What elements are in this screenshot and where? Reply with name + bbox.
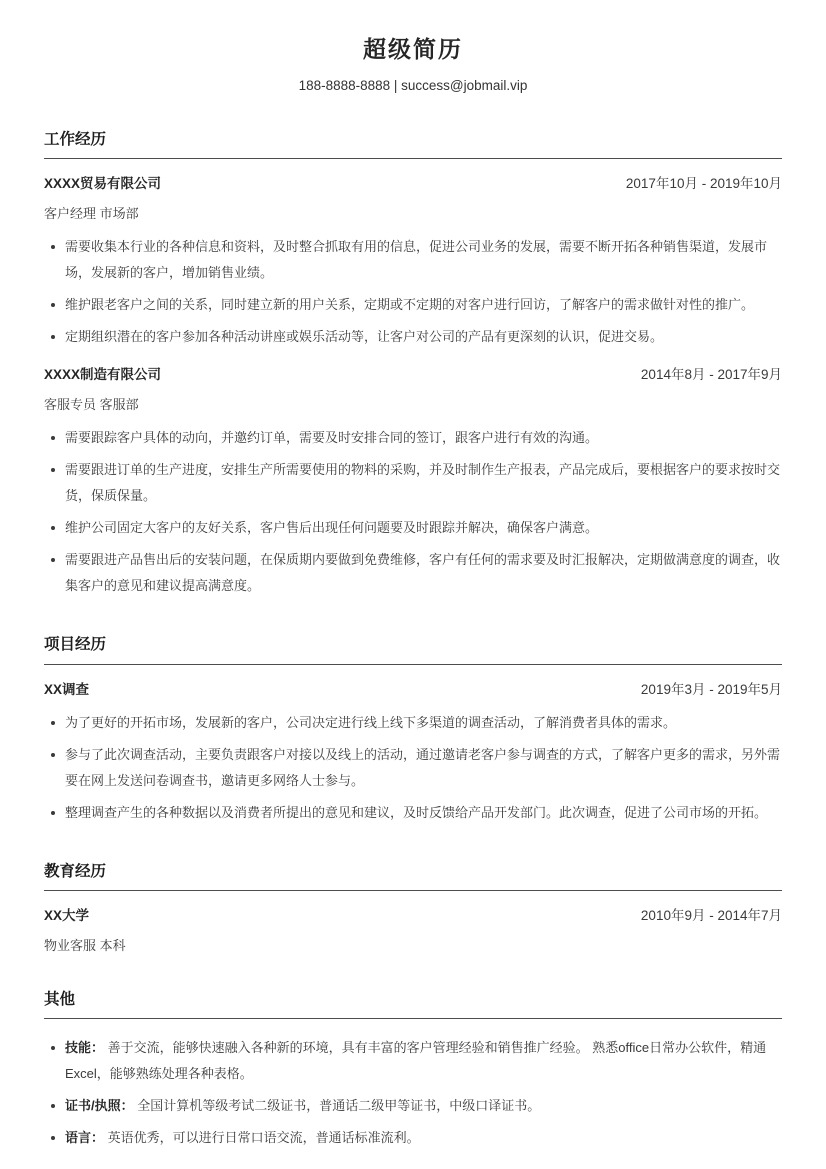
section-other — [44, 990, 782, 1151]
bullet-item: 需要收集本行业的各种信息和资料，及时整合抓取有用的信息，促进公司业务的发展，需要不断开拓各种销售渠道，发展市场，发展新的客户，增加销售业绩。 — [65, 234, 782, 286]
education-entry — [44, 904, 782, 954]
bullet-item-skills — [65, 1035, 782, 1087]
bullet-text: 英语优秀，可以进行日常口语交流，普通话标准流利。 — [107, 1130, 420, 1146]
date-range: 2019年3月 - 2019年5月 — [640, 681, 782, 697]
entry-header — [44, 172, 782, 192]
job-title: 客户经理 市场部 — [44, 206, 139, 222]
section-heading: 其他 — [44, 990, 782, 1019]
work-entry — [44, 172, 782, 350]
section-education — [44, 862, 782, 954]
bullet-item: 维护跟老客户之间的关系，同时建立新的用户关系，定期或不定期的对客户进行回访，了解客户的需求做针对性的推广。 — [65, 292, 782, 318]
bullet-item-languages — [65, 1125, 782, 1151]
bullet-item: 维护公司固定大客户的友好关系，客户售后出现任何问题要及时跟踪并解决，确保客户满意。 — [65, 515, 782, 541]
bullet-label: 语言： — [65, 1130, 105, 1146]
bullet-list — [44, 234, 782, 350]
bullet-item: 为了更好的开拓市场，发展新的客户，公司决定进行线上线下多渠道的调查活动，了解消费者具体的需求。 — [65, 710, 782, 736]
work-entry — [44, 363, 782, 599]
project-name: XX调查 — [44, 681, 90, 697]
bullet-text: 善于交流，能够快速融入各种新的环境，具有丰富的客户管理经验和销售推广经验。 熟悉office日常办公软件，精通Excel，能够熟练处理各种表格。 — [65, 1040, 767, 1082]
entry-header — [44, 678, 782, 698]
entry-header — [44, 363, 782, 383]
section-project-experience — [44, 635, 782, 825]
bullet-label: 技能： — [65, 1040, 105, 1056]
contact-line: 188-8888-8888 | success@jobmail.vip — [298, 77, 528, 93]
date-range: 2017年10月 - 2019年10月 — [625, 176, 782, 192]
bullet-list — [44, 1035, 782, 1151]
bullet-item: 参与了此次调查活动，主要负责跟客户对接以及线上的活动，通过邀请老客户参与调查的方式，了解客户更多的需求，另外需要在网上发送问卷调查书，邀请更多网络人士参与。 — [65, 742, 782, 794]
bullet-label: 证书/执照： — [65, 1098, 134, 1114]
bullet-item: 整理调查产生的各种数据以及消费者所提出的意见和建议，及时反馈给产品开发部门。此次调查，促进了公司市场的开拓。 — [65, 800, 782, 826]
entry-header — [44, 904, 782, 924]
job-title: 客服专员 客服部 — [44, 397, 139, 413]
section-work-experience — [44, 130, 782, 599]
bullet-text: 全国计算机等级考试二级证书，普通话二级甲等证书，中级口译证书。 — [137, 1098, 541, 1114]
section-heading: 工作经历 — [44, 130, 782, 159]
section-heading: 教育经历 — [44, 862, 782, 891]
bullet-item: 定期组织潜在的客户参加各种活动讲座或娱乐活动等，让客户对公司的产品有更深刻的认识，促进交易。 — [65, 324, 782, 350]
bullet-list — [44, 425, 782, 599]
section-heading: 项目经历 — [44, 635, 782, 664]
school-name: XX大学 — [44, 907, 90, 923]
bullet-item: 需要跟踪客户具体的动向，并邀约订单，需要及时安排合同的签订，跟客户进行有效的沟通。 — [65, 425, 782, 451]
major-degree: 物业客服 本科 — [44, 937, 126, 953]
bullet-item-certificates — [65, 1093, 782, 1119]
company-name: XXXX制造有限公司 — [44, 367, 162, 383]
date-range: 2010年9月 - 2014年7月 — [640, 907, 782, 923]
resume-title: 超级简历 — [363, 36, 463, 62]
company-name: XXXX贸易有限公司 — [44, 176, 162, 192]
date-range: 2014年8月 - 2017年9月 — [640, 367, 782, 383]
bullet-item: 需要跟进订单的生产进度，安排生产所需要使用的物料的采购，并及时制作生产报表，产品完成后，要根据客户的要求按时交货，保质保量。 — [65, 457, 782, 509]
bullet-list — [44, 710, 782, 826]
project-entry — [44, 678, 782, 826]
bullet-item: 需要跟进产品售出后的安装问题，在保质期内要做到免费维修，客户有任何的需求要及时汇报解决，定期做满意度的调查，收集客户的意见和建议提高满意度。 — [65, 547, 782, 599]
